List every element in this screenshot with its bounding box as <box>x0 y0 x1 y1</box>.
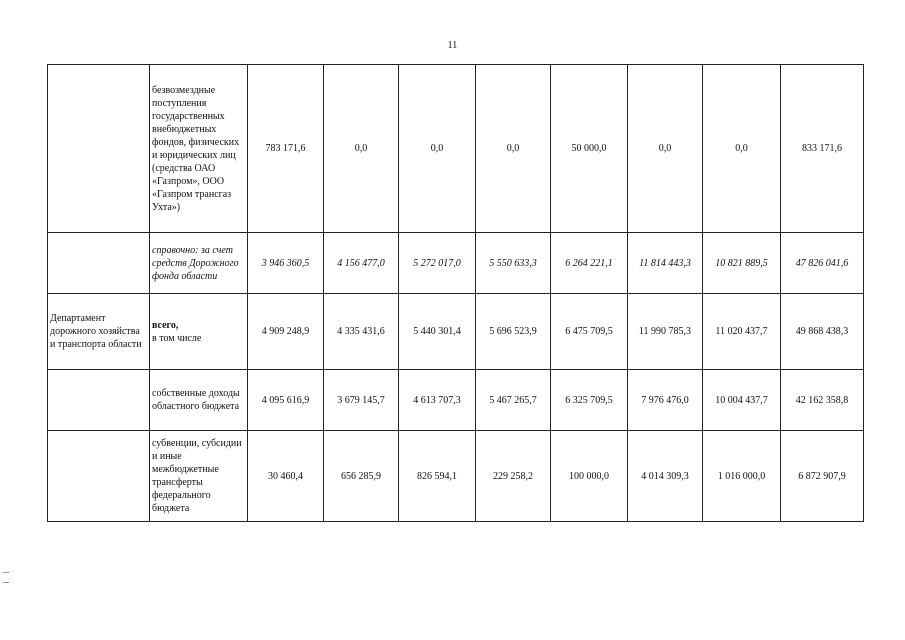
department-cell <box>48 65 150 233</box>
value-cell: 5 550 633,3 <box>476 233 551 294</box>
value-cell: 100 000,0 <box>551 431 628 522</box>
table-row <box>48 370 864 431</box>
value-cell: 11 990 785,3 <box>628 294 703 370</box>
table-row <box>48 294 864 370</box>
value-cell: 3 946 360,5 <box>248 233 324 294</box>
value-cell: 0,0 <box>476 65 551 233</box>
value-cell: 4 909 248,9 <box>248 294 324 370</box>
value-cell: 7 976 476,0 <box>628 370 703 431</box>
value-cell: 4 335 431,6 <box>324 294 399 370</box>
page-number: 11 <box>447 40 458 51</box>
scan-edge-mark <box>3 582 9 583</box>
value-cell: 11 020 437,7 <box>703 294 781 370</box>
value-cell: 4 014 309,3 <box>628 431 703 522</box>
department-cell <box>48 233 150 294</box>
value-cell: 229 258,2 <box>476 431 551 522</box>
value-cell: 10 004 437,7 <box>703 370 781 431</box>
funding-source-cell: субвенции, субсидии и иные межбюджетные трансферты федерального бюджета <box>150 431 248 522</box>
value-cell: 49 868 438,3 <box>781 294 864 370</box>
value-cell: 0,0 <box>399 65 476 233</box>
value-cell: 833 171,6 <box>781 65 864 233</box>
table-row <box>48 233 864 294</box>
table-row <box>48 65 864 233</box>
value-cell: 5 440 301,4 <box>399 294 476 370</box>
value-cell: 50 000,0 <box>551 65 628 233</box>
value-cell: 0,0 <box>703 65 781 233</box>
value-cell: 4 156 477,0 <box>324 233 399 294</box>
value-cell: 3 679 145,7 <box>324 370 399 431</box>
value-cell: 0,0 <box>324 65 399 233</box>
budget-table <box>47 64 864 522</box>
value-cell: 30 460,4 <box>248 431 324 522</box>
value-cell: 826 594,1 <box>399 431 476 522</box>
department-cell: Департамент дорожного хозяйства и транспорта области <box>48 294 150 370</box>
scan-edge-mark <box>3 572 9 573</box>
funding-source-cell: справочно: за счет средств Дорожного фонда области <box>150 233 248 294</box>
funding-source-cell: безвозмездные поступления государственных внебюджетных фондов, физических и юридических лиц (средства ОАО «Газпром», ООО «Газпром трансгаз Ухта») <box>150 65 248 233</box>
total-label: всего, <box>152 319 179 331</box>
including-label: в том числе <box>152 332 202 344</box>
value-cell: 6 872 907,9 <box>781 431 864 522</box>
value-cell: 656 285,9 <box>324 431 399 522</box>
department-cell <box>48 431 150 522</box>
value-cell: 4 095 616,9 <box>248 370 324 431</box>
value-cell: 11 814 443,3 <box>628 233 703 294</box>
value-cell: 5 272 017,0 <box>399 233 476 294</box>
value-cell: 4 613 707,3 <box>399 370 476 431</box>
value-cell: 5 696 523,9 <box>476 294 551 370</box>
value-cell: 42 162 358,8 <box>781 370 864 431</box>
value-cell: 1 016 000,0 <box>703 431 781 522</box>
value-cell: 6 325 709,5 <box>551 370 628 431</box>
value-cell: 6 475 709,5 <box>551 294 628 370</box>
funding-source-cell <box>150 294 248 370</box>
value-cell: 10 821 889,5 <box>703 233 781 294</box>
value-cell: 5 467 265,7 <box>476 370 551 431</box>
table-row <box>48 431 864 522</box>
value-cell: 0,0 <box>628 65 703 233</box>
department-cell <box>48 370 150 431</box>
value-cell: 47 826 041,6 <box>781 233 864 294</box>
value-cell: 6 264 221,1 <box>551 233 628 294</box>
value-cell: 783 171,6 <box>248 65 324 233</box>
funding-source-cell: собственные доходы областного бюджета <box>150 370 248 431</box>
